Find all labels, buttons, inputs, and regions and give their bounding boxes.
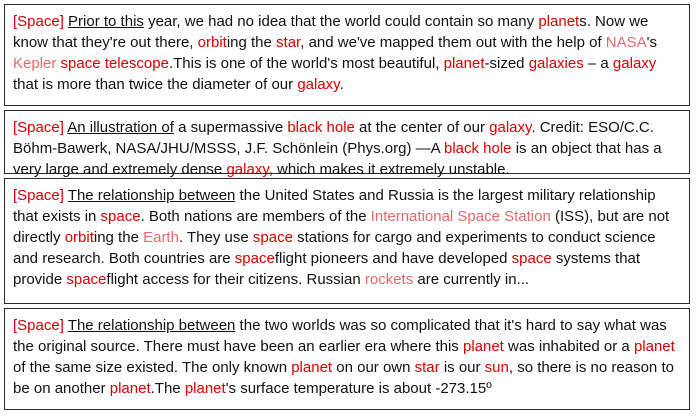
text-segment: is our [439, 359, 485, 376]
text-segment: , which makes it extremely unstable. [268, 161, 510, 178]
text-segment: , and we've mapped them out with the help of [300, 34, 606, 51]
text-segment: are currently in... [413, 271, 530, 288]
highlighted-word: planet [633, 338, 675, 355]
prompt-prefix: The relationship between [67, 317, 236, 334]
special-token: [Space] [13, 317, 64, 334]
special-token: [Space] [13, 13, 64, 30]
highlighted-word: planet [184, 380, 226, 397]
highlighted-word: planet [443, 55, 485, 72]
highlighted-word: space [252, 229, 293, 246]
text-segment: a supermassive [173, 119, 288, 136]
text-segment: s. Now we know that they're out there, [13, 13, 649, 51]
highlighted-word: space [234, 250, 275, 267]
highlighted-word: star [414, 359, 440, 376]
special-token: [Space] [13, 187, 64, 204]
text-segment: -sized [484, 55, 529, 72]
text-segment: .This is one of the world's most beautiful, [168, 55, 444, 72]
text-sample-1 [4, 4, 690, 106]
highlighted-word: orbit [197, 34, 227, 51]
text-segment: , so there is no reason to be on another [13, 359, 674, 397]
highlighted-word: orbit [64, 229, 94, 246]
text-segment: that is more than twice the diameter of our [13, 76, 298, 93]
text-segment: was inhabited or a [503, 338, 634, 355]
text-segment: on our own [332, 359, 415, 376]
text-segment: (ISS), but are not directly [13, 208, 670, 246]
text-segment: .The [150, 380, 185, 397]
text-sample-3 [4, 178, 690, 304]
highlighted-word-light: rockets [364, 271, 414, 288]
text-segment: . [339, 76, 344, 93]
highlighted-word: galaxy [489, 119, 532, 136]
text-segment: stations for cargo and experiments to conduct science and research. Both countries are [13, 229, 656, 267]
highlighted-word: black hole [443, 140, 512, 157]
highlighted-word: galaxy [612, 55, 657, 72]
text-segment: . Credit: ESO/C.C. Böhm-Bawerk, NASA/JHU/MSSS, J.F. Schönlein (Phys.org) —A [13, 119, 654, 157]
text-segment: the United States and Russia is the largest military relationship that exists in [13, 187, 656, 225]
text-sample-4 [4, 308, 690, 410]
text-segment: flight pioneers and have developed [274, 250, 512, 267]
text-segment: . Both nations are members of the [140, 208, 371, 225]
prompt-prefix: Prior to this [68, 13, 144, 30]
highlighted-word: telescope [104, 55, 169, 72]
highlighted-word: star [276, 34, 301, 51]
highlighted-word: sun [484, 359, 509, 376]
text-segment: systems that provide [13, 250, 641, 288]
highlighted-word: planet [538, 13, 580, 30]
text-sample-2 [4, 110, 690, 178]
highlighted-word: black hole [287, 119, 355, 136]
highlighted-word-light: Kepler [13, 55, 57, 72]
highlighted-word: planet [291, 359, 333, 376]
highlighted-word: space [60, 55, 101, 72]
text-segment: flight access for their citizens. Russian [106, 271, 365, 288]
highlighted-word-light: Earth [143, 229, 179, 246]
text-segment: year, we had no idea that the world could contain so many [143, 13, 539, 30]
text-segment: 's surface temperature is about -273.15º [225, 380, 492, 397]
prompt-prefix: The relationship between [67, 187, 236, 204]
text-sample-list [4, 4, 690, 410]
special-token: [Space] [13, 119, 64, 136]
text-segment: – a [583, 55, 613, 72]
text-segment: is an object that has a very large and extremely dense [13, 140, 662, 178]
text-segment: 's [646, 34, 658, 51]
highlighted-word: galaxies [528, 55, 584, 72]
highlighted-word: planet [109, 380, 151, 397]
text-segment: ing the [93, 229, 144, 246]
prompt-prefix: An illustration of [67, 119, 174, 136]
text-segment: of the same size existed. The only known [13, 359, 292, 376]
text-segment: . They use [178, 229, 253, 246]
highlighted-word: space [66, 271, 107, 288]
text-segment: ing the [226, 34, 277, 51]
highlighted-word: space [511, 250, 552, 267]
highlighted-word: galaxy [297, 76, 340, 93]
text-segment: the two worlds was so complicated that it's hard to say what was the original source. There must have been an earlier era where this [13, 317, 667, 355]
highlighted-word: planet [462, 338, 504, 355]
highlighted-word-light: International Space Station [370, 208, 551, 225]
highlighted-word-light: NASA [605, 34, 647, 51]
highlighted-word: space [100, 208, 141, 225]
text-segment: at the center of our [354, 119, 490, 136]
highlighted-word: galaxy [226, 161, 269, 178]
